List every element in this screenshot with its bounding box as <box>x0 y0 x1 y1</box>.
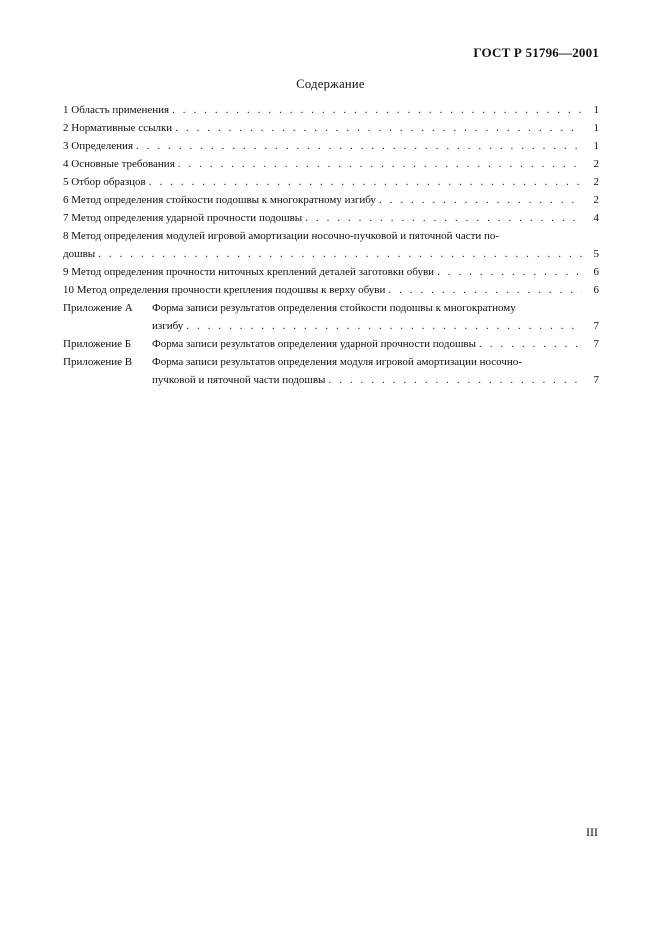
dot-leader <box>437 263 582 281</box>
toc-entry-label: 7 Метод определения ударной прочности подошвы <box>63 212 303 224</box>
page-number: III <box>586 825 598 839</box>
toc-entry-page: 1 <box>593 140 599 152</box>
appendix-label-line1: Форма записи результатов определения стойкости подошвы к многократному <box>152 302 516 314</box>
toc-appendix-entry[interactable] <box>63 299 599 335</box>
toc-entry[interactable] <box>63 191 599 209</box>
toc-entry-page: 5 <box>593 248 599 260</box>
toc-entry[interactable] <box>63 281 599 299</box>
document-code: ГОСТ Р 51796—2001 <box>473 45 599 60</box>
toc-entry-page: 4 <box>593 212 599 224</box>
toc-entry-label: 4 Основные требования <box>63 158 175 170</box>
dot-leader <box>379 191 582 209</box>
toc-entry-page: 1 <box>593 104 599 116</box>
toc-entry[interactable] <box>63 155 599 173</box>
appendix-prefix: Приложение Б <box>63 338 132 350</box>
toc-entry-label: 6 Метод определения стойкости подошвы к многократному изгибу <box>63 194 376 206</box>
dot-leader <box>149 173 582 191</box>
appendix-prefix: Приложение В <box>63 356 133 368</box>
toc-entry-label: 10 Метод определения прочности крепления подошвы к верху обуви <box>63 284 386 296</box>
toc-entry-page: 2 <box>593 194 599 206</box>
toc-appendix-entry[interactable] <box>63 353 599 389</box>
dot-leader <box>186 317 582 335</box>
toc-entry[interactable] <box>63 101 599 119</box>
appendix-page: 7 <box>593 320 599 332</box>
dot-leader <box>388 281 582 299</box>
appendix-page: 7 <box>593 338 599 350</box>
dot-leader <box>98 245 582 263</box>
toc-entry-label: 9 Метод определения прочности ниточных креплений деталей заготовки обуви <box>63 266 435 278</box>
appendix-label-line1: Форма записи результатов определения модуля игровой амортизации носочно- <box>152 356 522 368</box>
toc-entry-label: дошвы <box>63 248 96 260</box>
toc-entry-page: 6 <box>593 284 599 296</box>
toc-entry-label: 2 Нормативные ссылки <box>63 122 173 134</box>
toc-entry[interactable] <box>63 209 599 227</box>
toc-entry-label-line1: 8 Метод определения модулей игровой амортизации носочно-пучковой и пяточной части по- <box>63 230 500 242</box>
toc-entry-label: 3 Определения <box>63 140 134 152</box>
dot-leader <box>328 371 582 389</box>
toc-entry[interactable] <box>63 137 599 155</box>
toc-appendix-entry[interactable] <box>63 335 599 353</box>
toc-entry-page: 2 <box>593 158 599 170</box>
appendix-label: пучковой и пяточной части подошвы <box>152 374 326 386</box>
toc-entry[interactable] <box>63 263 599 281</box>
toc-title: Содержание <box>296 77 365 91</box>
toc-entry-page: 6 <box>593 266 599 278</box>
appendix-page: 7 <box>593 374 599 386</box>
appendix-prefix: Приложение А <box>63 302 133 314</box>
toc-entry[interactable] <box>63 227 599 263</box>
dot-leader <box>178 155 582 173</box>
dot-leader <box>136 137 582 155</box>
toc-entry[interactable] <box>63 119 599 137</box>
toc-entry-page: 1 <box>593 122 599 134</box>
toc-entry-label: 1 Область применения <box>63 104 170 116</box>
dot-leader <box>305 209 582 227</box>
toc-entry-label: 5 Отбор образцов <box>63 176 146 188</box>
table-of-contents <box>63 101 599 389</box>
dot-leader <box>172 101 582 119</box>
toc-entry[interactable] <box>63 173 599 191</box>
appendix-label: изгибу <box>152 320 184 332</box>
appendix-label: Форма записи результатов определения ударной прочности подошвы <box>152 338 477 350</box>
dot-leader <box>479 335 582 353</box>
toc-entry-page: 2 <box>593 176 599 188</box>
dot-leader <box>175 119 582 137</box>
